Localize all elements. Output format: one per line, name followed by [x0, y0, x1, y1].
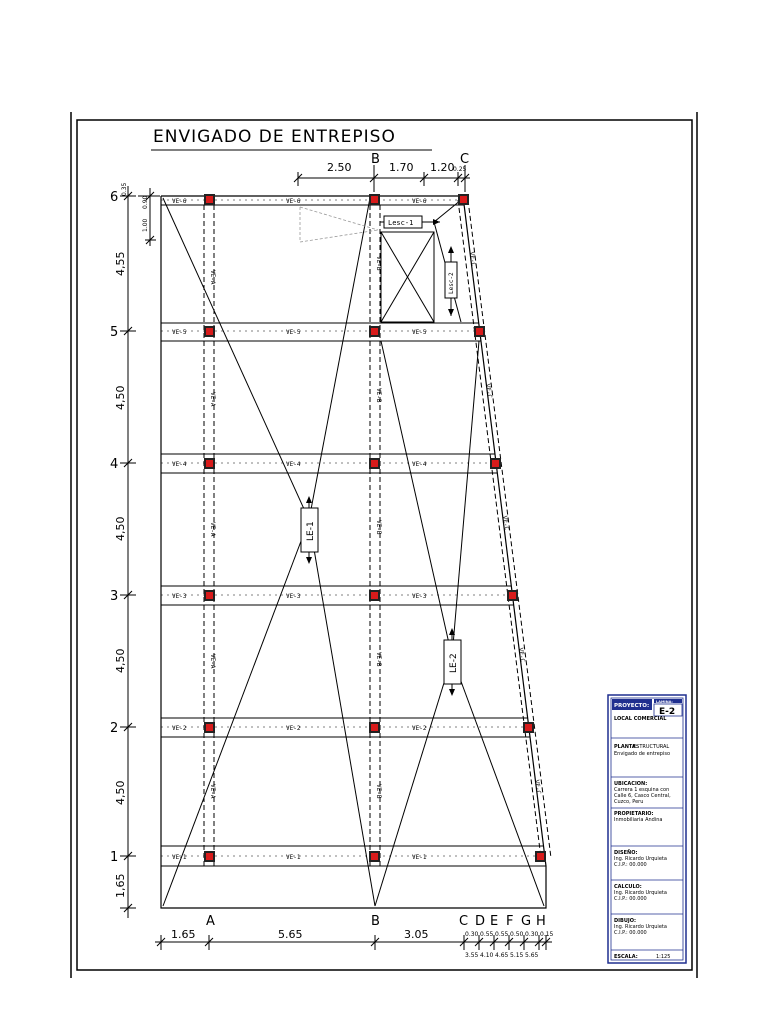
- beam-label: VE-B: [375, 388, 382, 403]
- beam-label: VE-4: [412, 461, 427, 468]
- axis-label-row-2: 2: [110, 721, 119, 736]
- tb-project-label: PROYECTO:: [614, 703, 650, 709]
- tb-draw-cip: C.I.P.: 00.000: [614, 930, 647, 936]
- dim-bottom-small-bottom: 3.55: [465, 952, 479, 959]
- beam-label: VE-1: [286, 854, 301, 861]
- beam-label: VE-B: [375, 256, 382, 271]
- slab-le1-diagonals: [163, 198, 375, 906]
- column-a6: [204, 194, 215, 205]
- column-b2: [369, 722, 380, 733]
- beam-label: VE-A: [209, 270, 216, 285]
- tb-calc-label: CALCULO:: [614, 884, 642, 890]
- title-block: [608, 695, 686, 963]
- beam-label: VE-5: [412, 329, 427, 336]
- beam-label: VE-6: [172, 198, 187, 205]
- tb-calc-value: Ing. Ricardo Urquieta: [614, 890, 667, 896]
- tb-designer-label: DISEÑO:: [614, 850, 638, 856]
- slab-tag-lesc1: [380, 216, 440, 228]
- drawing-frame: [77, 120, 692, 970]
- beam-label: VE-C: [501, 515, 510, 531]
- beam-label: VE-B: [375, 652, 382, 667]
- tb-draw-value: Ing. Ricardo Urquieta: [614, 924, 667, 930]
- beam-label: VE-C: [517, 647, 526, 663]
- dim-bottom-small-top: 0.50: [510, 931, 524, 938]
- beam-label: VE-6: [286, 198, 301, 205]
- beam-label: VE-B: [375, 520, 382, 535]
- slab-label-lesc1: Lesc-1: [388, 219, 414, 227]
- tb-location-line: Calle 6, Casco Central,: [614, 793, 671, 799]
- column-a4: [204, 458, 215, 469]
- tb-draw-label: DIBUJO:: [614, 918, 636, 924]
- column-c2: [523, 722, 534, 733]
- dim-top-1: 2.50: [327, 161, 352, 174]
- axis-label-row-5: 5: [110, 325, 119, 340]
- slab-label-le2: LE-2: [449, 653, 459, 673]
- axis-label-row-3: 3: [110, 589, 119, 604]
- beam-label: VE-A: [209, 392, 216, 407]
- column-c3: [507, 590, 518, 601]
- axis-label-top-b: B: [371, 152, 380, 167]
- column-c6: [458, 194, 469, 205]
- dim-left-6: 1,65: [114, 873, 127, 898]
- beam-label: VE-4: [172, 461, 187, 468]
- slab-label-lesc2: Lesc-2: [448, 272, 455, 294]
- column-c4: [490, 458, 501, 469]
- beam-label: VE-A: [209, 784, 216, 799]
- stair-flight: [300, 207, 378, 242]
- drawing-title: ENVIGADO DE ENTREPISO: [153, 127, 396, 147]
- dim-top-2: 1.70: [389, 161, 414, 174]
- slab-tag-lesc2: [445, 246, 457, 316]
- column-b6: [369, 194, 380, 205]
- tb-plan-label: PLANTA:: [614, 744, 638, 750]
- axis-label-col-e: E: [490, 914, 499, 929]
- dim-bottom-small-top: 0.30: [465, 931, 479, 938]
- floor-plan: [161, 196, 551, 908]
- dim-bottom-small-top: 0.30: [525, 931, 539, 938]
- beam-label: VE-C: [484, 383, 493, 399]
- dim-bottom-small-top: 0.15: [540, 931, 554, 938]
- dim-bottom-3: 3.05: [404, 928, 429, 941]
- slab-tag-le1: [301, 496, 318, 564]
- column-b1: [369, 851, 380, 862]
- beam-label: VE-C: [468, 251, 477, 267]
- beam-label: VE-5: [286, 329, 301, 336]
- axis-label-row-4: 4: [110, 457, 119, 472]
- tb-location-line: Carrera 1 esquina con: [614, 787, 670, 793]
- dim-bottom-1: 1.65: [171, 928, 196, 941]
- beam-label: VE-1: [412, 854, 427, 861]
- beam-label: VE-1: [172, 854, 187, 861]
- dim-left-1: 4,55: [114, 251, 127, 276]
- dim-bottom-small-top: 0.55: [480, 931, 494, 938]
- axis-label-row-6: 6: [110, 190, 119, 205]
- axis-label-col-c: C: [459, 914, 469, 929]
- beam-label: VE-6: [412, 198, 427, 205]
- dim-bottom-small-bottom: 5.65: [525, 952, 539, 959]
- dim-left-5: 4,50: [114, 780, 127, 805]
- tb-plan-value: ESTRUCTURAL: [633, 744, 670, 750]
- columns: [204, 194, 546, 862]
- axis-label-col-g: G: [521, 914, 532, 929]
- tb-project-name: LOCAL COMERCIAL: [614, 716, 667, 722]
- beam-label: VE-3: [286, 593, 301, 600]
- tb-scale-label: ESCALA:: [614, 954, 638, 960]
- tb-location-label: UBICACION:: [614, 781, 648, 787]
- dim-bottom-2: 5.65: [278, 928, 303, 941]
- beam-label: VE-3: [172, 593, 187, 600]
- column-a1: [204, 851, 215, 862]
- beam-label: VE-3: [412, 593, 427, 600]
- tb-owner-label: PROPIETARIO:: [614, 811, 654, 817]
- dim-bottom-small-top: 0.55: [495, 931, 509, 938]
- tb-calc-cip: C.I.P.: 00.000: [614, 896, 647, 902]
- column-c5: [474, 326, 485, 337]
- tb-sheet-label: LAMINA:: [656, 700, 673, 704]
- dim-left-small-2: 1.00: [142, 218, 149, 232]
- axis-label-row-1: 1: [110, 850, 119, 865]
- beam-label: VE-A: [209, 522, 216, 537]
- column-a3: [204, 590, 215, 601]
- axis-label-col-h: H: [536, 914, 546, 929]
- column-b3: [369, 590, 380, 601]
- stair-slope-upper: [434, 200, 461, 222]
- column-a2: [204, 722, 215, 733]
- beam-label: VE-2: [172, 725, 187, 732]
- tb-owner-value: Inmobiliaria Andina: [614, 817, 663, 823]
- slab-tag-le2: [444, 628, 461, 696]
- column-b4: [369, 458, 380, 469]
- tb-designer-cip: C.I.P.: 00.000: [614, 862, 647, 868]
- tb-plan-desc: Envigado de entrepiso: [614, 751, 671, 757]
- tb-sheet-id: E-2: [659, 707, 676, 717]
- dim-left-3: 4,50: [114, 516, 127, 541]
- plan-outline: [161, 196, 546, 908]
- beam-label: VE-2: [286, 725, 301, 732]
- tb-scale-value: 1:125: [656, 954, 671, 960]
- stair-well: [381, 232, 434, 322]
- column-c1: [535, 851, 546, 862]
- beam-label: VE-5: [172, 329, 187, 336]
- dim-top-small: 0.25: [453, 166, 467, 173]
- dim-left-4: 4,50: [114, 648, 127, 673]
- dim-left-2: 4,50: [114, 385, 127, 410]
- dim-bottom-small-bottom: 4.10: [480, 952, 494, 959]
- dim-left: [120, 186, 160, 918]
- beam-label: VE-B: [375, 784, 382, 799]
- dim-left-small-3: 0.90: [142, 195, 149, 209]
- dim-top-3: 1.20: [430, 161, 455, 174]
- dim-bottom-small-bottom: 4.65: [495, 952, 509, 959]
- beam-row-1: [161, 846, 546, 866]
- beam-label: VE-A: [209, 654, 216, 669]
- tb-designer-value: Ing. Ricardo Urquieta: [614, 856, 667, 862]
- dim-bottom-small-bottom: 5.15: [510, 952, 524, 959]
- slab-le2-diagonals: [375, 341, 544, 906]
- beam-label: VE-C: [533, 779, 542, 795]
- column-b5: [369, 326, 380, 337]
- slab-label-le1: LE-1: [306, 521, 316, 541]
- axis-label-col-a: A: [206, 914, 215, 929]
- beam-label: VE-2: [412, 725, 427, 732]
- axis-label-col-b: B: [371, 914, 380, 929]
- beam-axis-b: [370, 205, 380, 866]
- beam-labels: [172, 198, 542, 861]
- axis-label-col-f: F: [506, 914, 514, 929]
- beam-label: VE-4: [286, 461, 301, 468]
- column-a5: [204, 326, 215, 337]
- tb-location-line: Cuzco, Peru: [614, 799, 644, 805]
- dim-left-small-1: 0.35: [121, 182, 128, 196]
- axis-label-top-c: C: [460, 152, 470, 167]
- axis-label-col-d: D: [475, 914, 486, 929]
